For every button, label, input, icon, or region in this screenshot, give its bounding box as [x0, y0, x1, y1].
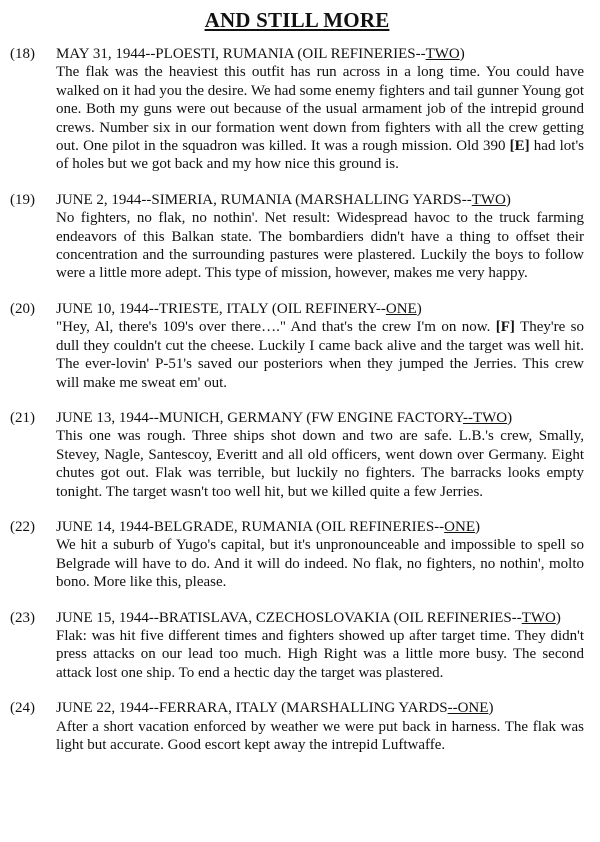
entry-content [56, 609, 584, 683]
entry-body [56, 63, 584, 173]
page-title: AND STILL MORE [204, 8, 390, 32]
entry-number: (20) [10, 300, 35, 317]
entry-body [56, 318, 584, 392]
entry-body [56, 427, 584, 501]
heading-text: JUNE 14, 1944-BELGRADE, RUMANIA (OIL REFINERIES-- [56, 518, 445, 535]
entry-content [56, 699, 584, 754]
entry-number: (21) [10, 409, 35, 426]
mission-entry-21 [10, 409, 584, 501]
body-part-1: Flak: was hit five different times and fighters showed up after target time. They didn't press attacks on our lead too much. High Right was a little more busy. The second attack lost one ship. To end a hectic day the target was plastered. [56, 627, 584, 681]
heading-count: --TWO [462, 409, 508, 426]
heading-count: TWO [471, 191, 506, 208]
entry-number: (18) [10, 46, 35, 62]
entry-content [56, 518, 584, 592]
heading-text: JUNE 2, 1944--SIMERIA, RUMANIA (MARSHALLING YARDS-- [56, 191, 472, 208]
entry-body [56, 536, 584, 591]
footnote-marker: [E] [509, 138, 530, 155]
heading-count: TWO [425, 46, 460, 62]
body-part-2: had lot's of holes but we got back and my how nice this ground is. [56, 138, 584, 173]
entry-heading [56, 609, 584, 627]
body-part-2: They're so dull they couldn't cut the cheese. Luckily I came back alive and the target was well hit. The ever-lovin' P-51's saved our posteriors when they jumped the Jerries. This crew will make me sweat em' out. [56, 319, 584, 391]
entry-heading [56, 518, 584, 536]
heading-text: JUNE 15, 1944--BRATISLAVA, CZECHOSLOVAKIA (OIL REFINERIES-- [56, 609, 522, 626]
heading-close: ) [459, 46, 465, 62]
heading-count: ONE [444, 518, 475, 535]
heading-text: JUNE 10, 1944--TRIESTE, ITALY (OIL REFINERY-- [56, 300, 386, 317]
entry-heading [56, 699, 584, 717]
mission-entry-19 [10, 191, 584, 283]
body-part-1: The flak was the heaviest this outfit has run across in a long time. You could have walked on it had you the desire. We had some enemy fighters and tail gunner Young got one. Both my guns were out because of the usual armament job of the intrepid ground crews. Number six in our formation went down from fighters with all the crew getting out. One pilot in the squadron was killed. It was a rough mission. Old 390 [56, 64, 584, 155]
heading-count: --ONE [447, 700, 489, 717]
entry-content [56, 300, 584, 392]
entry-heading [56, 191, 584, 209]
body-part-1: "Hey, Al, there's 109's over there…." And that's the crew I'm on now. [56, 319, 496, 336]
mission-entry-18 [10, 45, 584, 174]
body-part-1: We hit a suburb of Yugo's capital, but it's unpronounceable and impossible to spell so Belgrade will have to do. And it will do indeed. No flak, no fighters, no nothin', molto bono. More like this, please. [56, 537, 584, 591]
entry-number: (24) [10, 700, 35, 717]
footnote-marker: [F] [495, 319, 515, 336]
entry-number: (22) [10, 518, 35, 535]
body-part-1: After a short vacation enforced by weather we were put back in harness. The flak was light but accurate. Good escort kept away the intrepid Luftwaffe. [56, 718, 584, 753]
heading-text: JUNE 22, 1944--FERRARA, ITALY (MARSHALLING YARDS [56, 700, 448, 717]
body-part-1: This one was rough. Three ships shot down and two are safe. L.B.'s crew, Smally, Stevey, Nagle, Santescoy, Everitt and all old officers, went down over Germany. Eight chutes got out. Flak was terrible, but luckily no fighters. The barracks looks empty tonight. The target wasn't too well hit, but we killed quite a few Jerries. [56, 428, 584, 500]
heading-count: TWO [521, 609, 556, 626]
entry-body [56, 718, 584, 755]
mission-entry-24 [10, 699, 584, 754]
body-part-1: No fighters, no flak, no nothin'. Net result: Widespread havoc to the truck farming endeavors of this Balkan state. The bombardiers didn't have a thing to offset their concentration and the surrounding pastures were plastered. Luckily the boys to follow were a little more adept. This type of mission, however, makes me very happy. [56, 210, 584, 282]
heading-close: ) [505, 191, 511, 208]
entry-heading [56, 45, 584, 63]
heading-close: ) [416, 300, 422, 317]
heading-close: ) [555, 609, 561, 626]
entry-body [56, 627, 584, 682]
heading-close: ) [507, 409, 513, 426]
heading-text: JUNE 13, 1944--MUNICH, GERMANY (FW ENGINE FACTORY [56, 409, 463, 426]
heading-close: ) [475, 518, 480, 535]
entry-body [56, 209, 584, 283]
entry-number: (19) [10, 191, 35, 208]
heading-text: MAY 31, 1944--PLOESTI, RUMANIA (OIL REFINERIES-- [56, 46, 426, 62]
entry-content [56, 191, 584, 283]
entry-heading [56, 409, 584, 427]
entry-content [56, 45, 584, 174]
heading-close: ) [488, 700, 494, 717]
heading-count: ONE [385, 300, 417, 317]
mission-entry-20 [10, 300, 584, 392]
entry-content [56, 409, 584, 501]
mission-entry-23 [10, 609, 584, 683]
mission-entry-22 [10, 518, 584, 592]
entry-number: (23) [10, 609, 35, 626]
entry-heading [56, 300, 584, 318]
